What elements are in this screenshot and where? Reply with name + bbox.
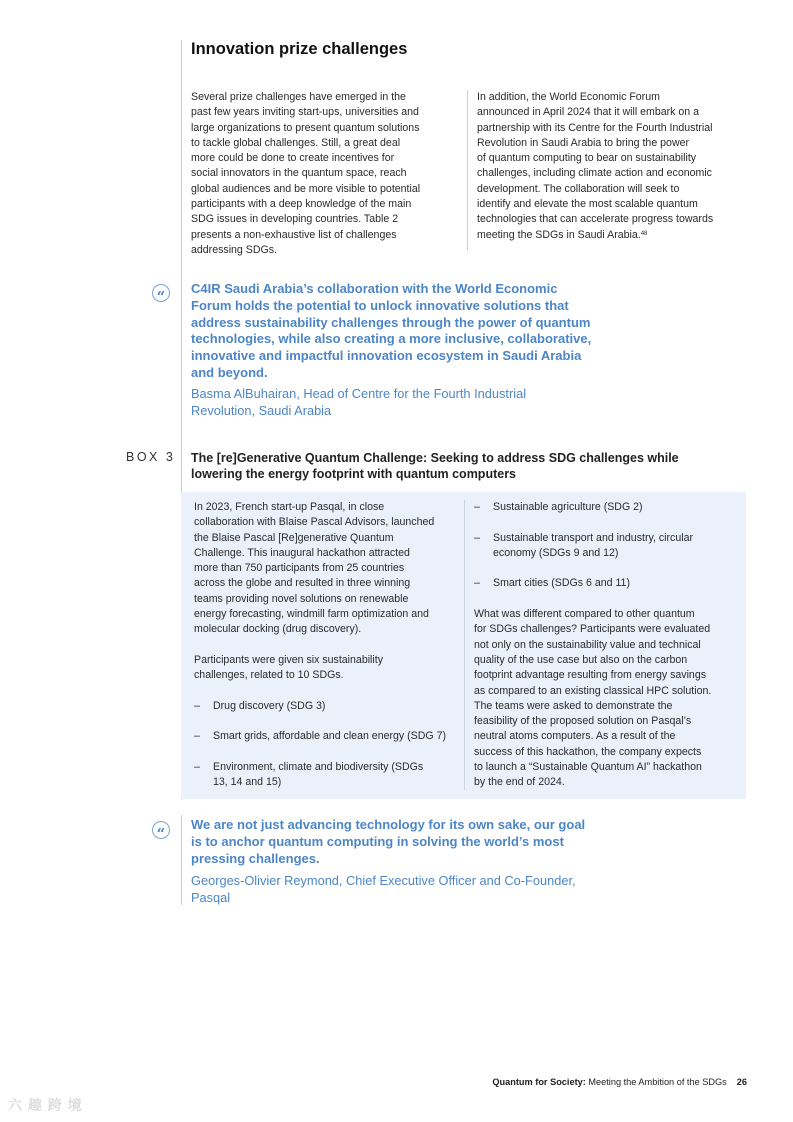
list-item — [474, 500, 742, 515]
text-line: global audiences and be more visible to potential — [191, 182, 421, 195]
text-line: Smart grids, affordable and clean energy (SDG 7) — [213, 730, 446, 743]
box-label: BOX 3 — [126, 450, 176, 464]
pull-quote-2 — [191, 817, 751, 867]
dash-bullet: – — [194, 699, 200, 712]
text-line: footprint advantage resulting from energy savings — [474, 669, 707, 682]
quote-line: address sustainability challenges through the power of quantum — [191, 314, 591, 330]
attribution-line: Basma AlBuhairan, Head of Centre for the Fourth Industrial — [191, 386, 527, 401]
text-line: Challenge. This inaugural hackathon attracted — [194, 546, 410, 559]
text-line: social innovators in the quantum space, reach — [191, 167, 407, 180]
quote2-rule — [181, 815, 182, 905]
quote-line: is to anchor quantum computing in solving the world’s most — [191, 833, 564, 849]
quote-line: We are not just advancing technology for its own sake, our goal — [191, 817, 586, 832]
list-item-text — [213, 760, 423, 791]
list-item-text — [213, 729, 446, 744]
text-line: of quantum computing to bear on sustainability — [477, 152, 697, 165]
quote-line: innovative and impactful innovation ecosystem in Saudi Arabia — [191, 348, 582, 364]
box-title-line: lowering the energy footprint with quantum computers — [191, 467, 517, 481]
text-line: teams providing novel solutions on renewable — [194, 592, 409, 605]
text-line: to tackle global challenges. Still, a great deal — [191, 136, 401, 149]
text-line: challenges, related to 10 SDGs. — [194, 669, 344, 682]
text-line — [477, 228, 752, 243]
text-line: Sustainable agriculture (SDG 2) — [493, 501, 643, 513]
text-line: challenges, including climate action and economic — [477, 167, 712, 180]
list-item — [474, 531, 742, 562]
attribution-line: Georges-Olivier Reymond, Chief Executive Officer and Co-Founder, — [191, 873, 576, 888]
attribution-line: Revolution, Saudi Arabia — [191, 402, 332, 418]
text-line: not only on the sustainability value and technical — [474, 638, 701, 651]
list-item — [194, 729, 462, 744]
box-column-divider — [464, 500, 465, 790]
text-line: Sustainable transport and industry, circular — [493, 531, 694, 544]
text-line: as compared to an existing classical HPC solution. — [474, 684, 712, 697]
text-line: participants with a deep knowledge of the main — [191, 198, 412, 211]
text-line-content: meeting the SDGs in Saudi Arabia. — [477, 228, 641, 241]
text-line: the Blaise Pascal [Re]generative Quantum — [194, 531, 394, 544]
text-line: Revolution in Saudi Arabia to bring the power — [477, 136, 690, 149]
text-line: In addition, the World Economic Forum — [477, 91, 660, 103]
text-line: more than 750 participants from 25 countries — [194, 562, 405, 575]
text-line: What was different compared to other quantum — [474, 608, 695, 621]
dash-bullet: – — [474, 577, 480, 590]
quote-line: and beyond. — [191, 364, 268, 380]
pull-quote-1 — [191, 281, 751, 382]
box-title — [191, 450, 711, 482]
text-line: economy (SDGs 9 and 12) — [493, 546, 619, 559]
box-column-left — [194, 500, 462, 791]
text-line: identify and elevate the most scalable quantum — [477, 198, 698, 211]
section-title: Innovation prize challenges — [191, 40, 408, 58]
footer-report-title: Quantum for Society: — [492, 1077, 586, 1087]
text-line: across the globe and resulted in three winning — [194, 577, 411, 590]
quote-line: technologies, while also creating a more inclusive, collaborative, — [191, 331, 592, 347]
text-line: large organizations to present quantum solutions — [191, 121, 420, 134]
text-line: partnership with its Centre for the Fourth Industrial — [477, 121, 713, 134]
text-line: quality of the use case but also on the carbon — [474, 653, 688, 666]
list-item-text — [493, 576, 630, 591]
text-line: Environment, climate and biodiversity (SDGs — [213, 761, 424, 774]
intro-column-left — [191, 90, 456, 258]
quote-icon: “ — [152, 821, 170, 839]
column-divider — [467, 90, 468, 250]
text-line: neutral atoms computers. As a result of the — [474, 730, 676, 743]
text-line: for SDGs challenges? Participants were evaluated — [474, 623, 711, 636]
text-line: 13, 14 and 15) — [213, 776, 282, 789]
text-line: more could be done to create incentives for — [191, 152, 395, 165]
text-line: announced in April 2024 that it will embark on a — [477, 106, 700, 119]
text-line: Several prize challenges have emerged in the — [191, 91, 406, 103]
text-line: Drug discovery (SDG 3) — [213, 699, 326, 712]
text-line: SDG issues in developing countries. Table 2 — [191, 213, 399, 226]
list-item-text — [493, 531, 693, 562]
box-column-right — [474, 500, 742, 791]
text-line: collaboration with Blaise Pascal Advisors, launched — [194, 516, 435, 529]
watermark: 六 趣 跨 境 — [8, 1097, 83, 1113]
attribution-line: Pasqal — [191, 889, 231, 905]
dash-bullet: – — [474, 501, 480, 513]
quote-2-attribution — [191, 873, 751, 907]
dash-bullet: – — [474, 531, 480, 544]
box-paragraph — [194, 500, 462, 638]
text-line: technologies that can accelerate progress towards — [477, 213, 714, 226]
footer-subtitle: Meeting the Ambition of the SDGs — [585, 1077, 727, 1087]
text-line: presents a non-exhaustive list of challenges — [191, 228, 397, 241]
quote-line: pressing challenges. — [191, 850, 320, 866]
text-line: success of this hackathon, the company expects — [474, 745, 702, 758]
quote-1-attribution — [191, 386, 711, 420]
box-paragraph — [194, 653, 462, 684]
text-line: development. The collaboration will seek to — [477, 182, 680, 195]
text-line: addressing SDGs. — [191, 243, 277, 256]
list-item — [474, 576, 742, 591]
box-paragraph — [474, 607, 742, 791]
text-line: molecular docking (drug discovery). — [194, 623, 362, 636]
quote-line: C4IR Saudi Arabia’s collaboration with the World Economic — [191, 281, 558, 296]
text-line: Participants were given six sustainability — [194, 653, 384, 666]
page-footer — [492, 1077, 747, 1087]
quote-icon: “ — [152, 284, 170, 302]
text-line: In 2023, French start-up Pasqal, in close — [194, 501, 385, 513]
text-line: The teams were asked to demonstrate the — [474, 699, 673, 712]
text-line: feasibility of the proposed solution on Pasqal’s — [474, 715, 692, 728]
list-item-text — [213, 699, 325, 714]
list-item — [194, 760, 462, 791]
text-line: past few years inviting start-ups, universities and — [191, 106, 419, 119]
list-item-text — [493, 500, 643, 515]
text-line: Smart cities (SDGs 6 and 11) — [493, 577, 630, 590]
footnote-ref[interactable]: 48 — [640, 230, 648, 237]
dash-bullet: – — [194, 730, 200, 743]
intro-column-right — [477, 90, 752, 243]
quote-line: Forum holds the potential to unlock innovative solutions that — [191, 297, 569, 313]
box-title-line: The [re]Generative Quantum Challenge: Seeking to address SDG challenges while — [191, 451, 679, 465]
text-line: by the end of 2024. — [474, 776, 565, 789]
page-number: 26 — [736, 1077, 747, 1087]
dash-bullet: – — [194, 761, 200, 774]
list-item — [194, 699, 462, 714]
text-line: to launch a “Sustainable Quantum AI” hackathon — [474, 761, 702, 774]
text-line: energy forecasting, windmill farm optimization and — [194, 608, 429, 621]
